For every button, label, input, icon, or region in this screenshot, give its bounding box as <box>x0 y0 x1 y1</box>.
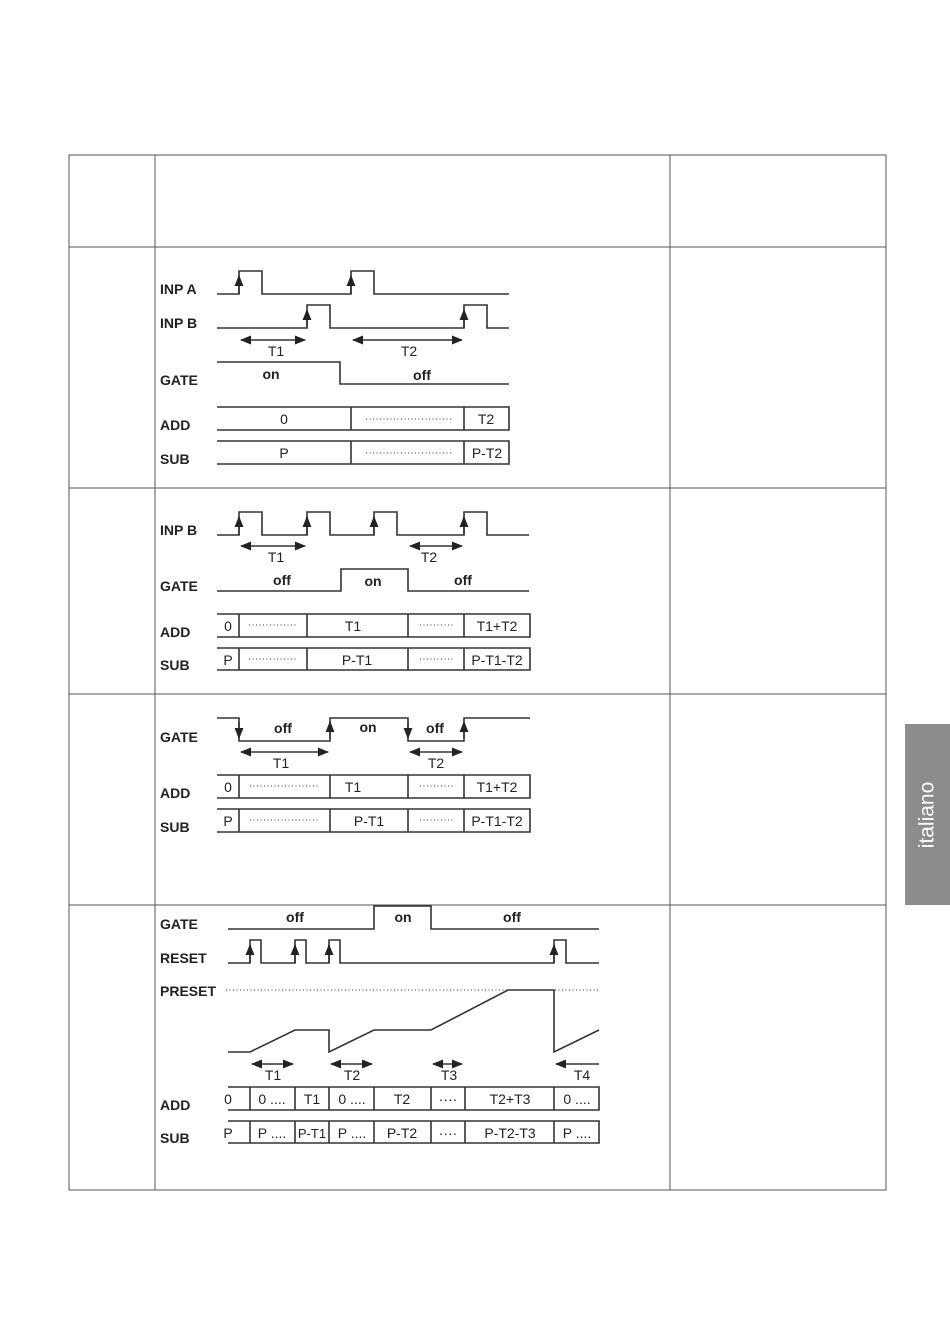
reset-waveform <box>228 940 599 963</box>
inp-b-waveform <box>217 512 529 535</box>
gate-state: off <box>413 367 431 383</box>
signal-label: ADD <box>160 624 191 640</box>
signal-label: PRESET <box>160 983 217 999</box>
sub-register <box>217 648 530 670</box>
panel-4-timing <box>160 906 599 1146</box>
sub-cell: P-T2-T3 <box>484 1125 536 1141</box>
add-cell: T1+T2 <box>476 618 518 634</box>
add-cell: T2 <box>477 411 495 427</box>
sub-cell: P .... <box>257 1125 287 1141</box>
signal-label: INP A <box>160 281 197 297</box>
add-cell: ···· <box>438 1091 458 1107</box>
signal-label: ADD <box>160 1097 191 1113</box>
signal-label: ADD <box>160 417 191 433</box>
sub-cell: P-T1 <box>353 813 385 829</box>
add-cell: 0 <box>224 618 232 634</box>
signal-label: GATE <box>160 729 198 745</box>
sub-cell: P-T1 <box>297 1126 327 1141</box>
sub-register <box>223 1121 599 1143</box>
sub-cell: P-T2 <box>471 445 503 461</box>
interval-label: T4 <box>573 1067 591 1083</box>
gate-state: on <box>262 366 280 382</box>
signal-label: ADD <box>160 785 191 801</box>
inp-b-waveform <box>217 305 509 328</box>
signal-label: GATE <box>160 916 198 932</box>
add-cell: T1+T2 <box>476 779 518 795</box>
gate-state: off <box>273 572 291 588</box>
add-register <box>217 775 530 798</box>
sub-cell: P .... <box>337 1125 367 1141</box>
add-cell: T1 <box>344 618 362 634</box>
language-tab-label: italiano <box>915 781 939 848</box>
sub-cell: P <box>223 652 233 668</box>
gate-state: off <box>274 720 292 736</box>
interval-label: T2 <box>420 549 438 565</box>
gate-waveform <box>217 362 509 384</box>
add-cell: 0 <box>224 1091 232 1107</box>
add-register <box>217 407 509 430</box>
interval-label: T1 <box>267 343 285 359</box>
interval-label: T2 <box>343 1067 361 1083</box>
gate-state: off <box>503 909 521 925</box>
signal-label: GATE <box>160 372 198 388</box>
panel-2-timing <box>160 512 530 673</box>
interval-label: T1 <box>267 549 285 565</box>
panel-3-timing <box>160 718 530 835</box>
signal-label: SUB <box>160 451 190 467</box>
add-cell: 0 .... <box>338 1091 366 1107</box>
gate-state: on <box>364 573 382 589</box>
signal-label: RESET <box>160 950 207 966</box>
sub-cell: P-T1-T2 <box>471 813 523 829</box>
table-grid <box>69 155 886 1190</box>
panel-1-timing <box>160 271 509 467</box>
sub-cell: P-T2 <box>386 1125 418 1141</box>
sub-cell: P <box>223 813 233 829</box>
gate-state: off <box>286 909 304 925</box>
sub-cell: P-T1-T2 <box>471 652 523 668</box>
interval-label: T1 <box>264 1067 282 1083</box>
signal-label: INP B <box>160 315 198 331</box>
add-cell: 0 .... <box>563 1091 591 1107</box>
add-cell: T2+T3 <box>489 1091 531 1107</box>
gate-state: on <box>359 719 377 735</box>
signal-label: SUB <box>160 657 190 673</box>
add-cell: 0 <box>280 411 288 427</box>
add-cell: 0 <box>224 779 232 795</box>
signal-label: INP B <box>160 522 198 538</box>
interval-label: T2 <box>427 755 445 771</box>
gate-state: off <box>454 572 472 588</box>
gate-waveform <box>228 906 599 929</box>
add-cell: 0 .... <box>258 1091 286 1107</box>
sub-cell: P <box>279 445 289 461</box>
sub-cell: P <box>223 1125 233 1141</box>
add-cell: T1 <box>344 779 362 795</box>
gate-state: on <box>394 909 412 925</box>
inp-a-waveform <box>217 271 509 294</box>
interval-label: T1 <box>272 755 290 771</box>
add-register <box>217 614 530 637</box>
sub-register <box>217 809 530 832</box>
signal-label: SUB <box>160 819 190 835</box>
add-register <box>224 1087 599 1110</box>
language-tab[interactable] <box>905 724 950 905</box>
sub-cell: P-T1 <box>341 652 373 668</box>
sub-cell: ···· <box>438 1125 458 1141</box>
interval-label: T3 <box>440 1067 458 1083</box>
sub-register <box>217 441 509 464</box>
gate-state: off <box>426 720 444 736</box>
add-cell: T1 <box>303 1091 321 1107</box>
add-cell: T2 <box>393 1091 411 1107</box>
signal-label: GATE <box>160 578 198 594</box>
interval-label: T2 <box>400 343 418 359</box>
sub-cell: P .... <box>562 1125 592 1141</box>
counter-ramp <box>228 990 599 1052</box>
signal-label: SUB <box>160 1130 190 1146</box>
